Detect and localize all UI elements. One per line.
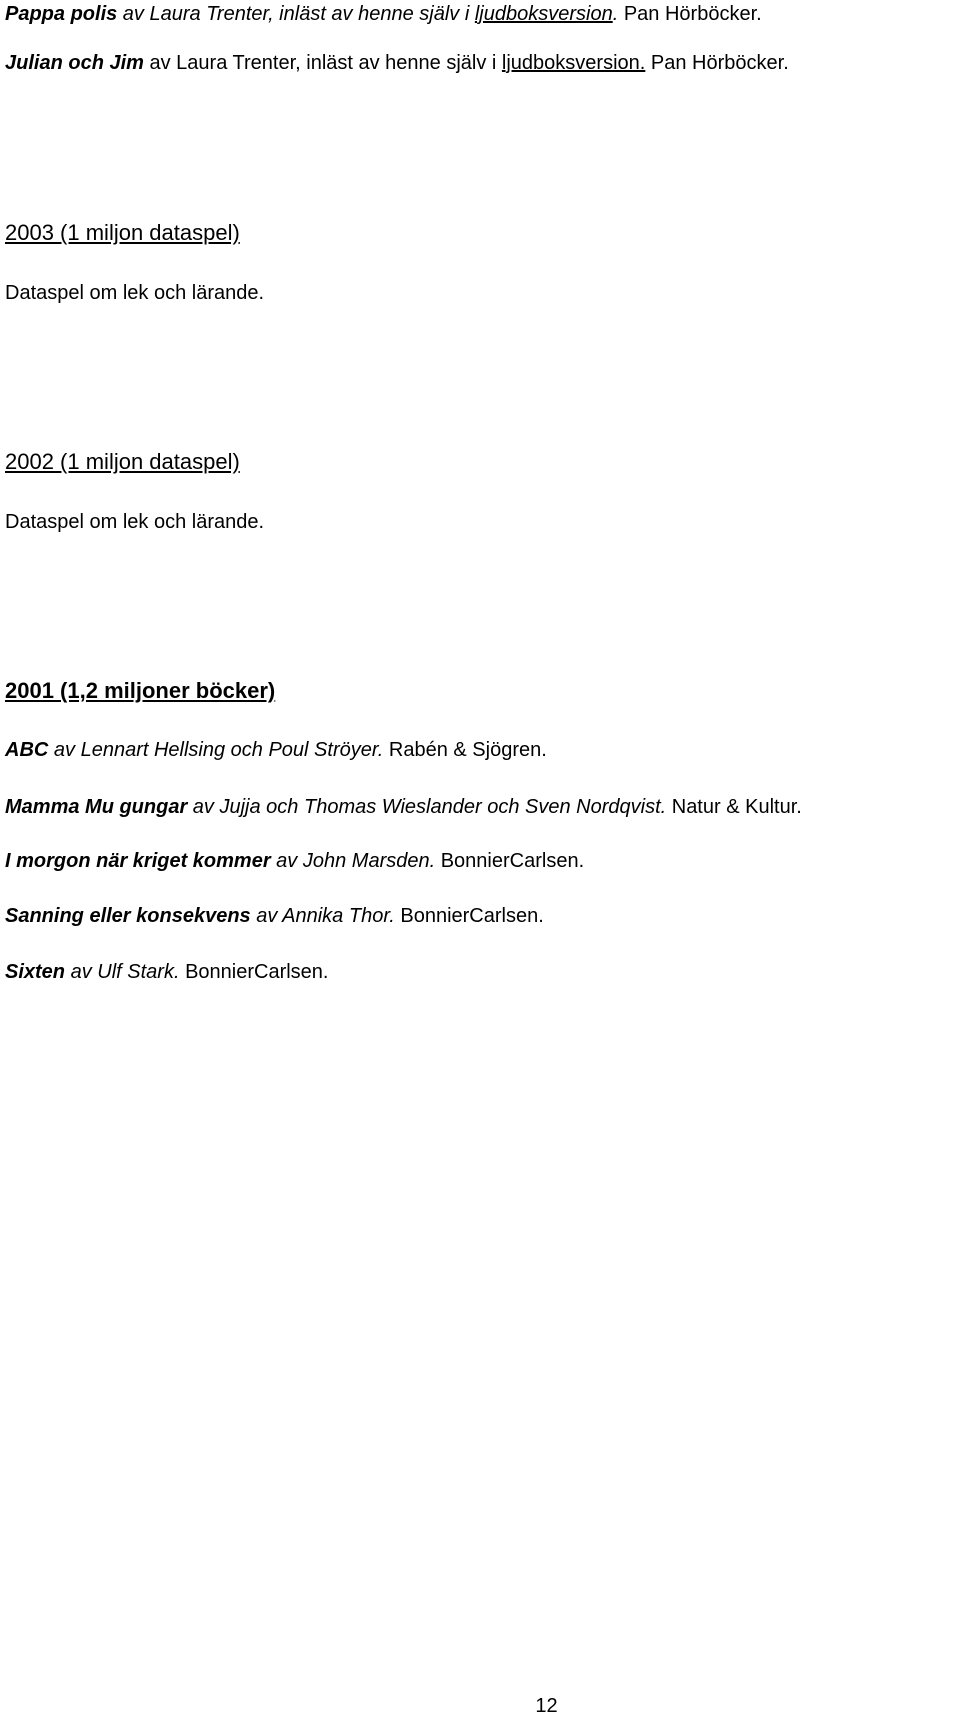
page-number: 12 bbox=[535, 1695, 558, 1717]
book-publisher: Pan Hörböcker. bbox=[618, 3, 762, 25]
book-publisher: Rabén & Sjögren. bbox=[383, 739, 547, 761]
book-title: Sanning eller konsekvens bbox=[5, 905, 251, 927]
book-author: av Jujja och Thomas Wieslander och Sven Nordqvist. bbox=[187, 796, 667, 818]
book-author: av Lennart Hellsing och Poul Ströyer. bbox=[48, 739, 384, 761]
book-title: I morgon när kriget kommer bbox=[5, 850, 271, 872]
audiobook-link[interactable]: ljudboksversion bbox=[474, 3, 613, 25]
book-publisher: Pan Hörböcker. bbox=[645, 52, 789, 74]
book-author: av John Marsden. bbox=[270, 850, 436, 872]
book-title: ABC bbox=[5, 739, 49, 761]
book-entry bbox=[5, 960, 328, 984]
section-heading: 2001 (1,2 miljoner böcker) bbox=[5, 678, 276, 703]
book-entry bbox=[5, 738, 547, 762]
book-author: av Laura Trenter, inläst av henne själv i bbox=[143, 52, 502, 74]
audiobook-link[interactable]: ljudboksversion. bbox=[501, 52, 646, 74]
book-title: Mamma Mu gungar bbox=[5, 796, 188, 818]
book-entry bbox=[5, 51, 789, 75]
book-entry bbox=[5, 849, 584, 873]
book-entry bbox=[5, 2, 762, 26]
book-publisher: BonnierCarlsen. bbox=[435, 850, 585, 872]
book-entry bbox=[5, 904, 544, 928]
book-author: av Laura Trenter, inläst av henne själv i bbox=[117, 3, 475, 25]
book-publisher: BonnierCarlsen. bbox=[179, 961, 329, 983]
book-title: Pappa polis bbox=[5, 3, 118, 25]
book-entry bbox=[5, 795, 802, 819]
section-description: Dataspel om lek och lärande. bbox=[5, 511, 265, 533]
book-publisher: BonnierCarlsen. bbox=[394, 905, 544, 927]
book-title: Julian och Jim bbox=[5, 52, 144, 74]
book-title: Sixten bbox=[5, 961, 66, 983]
book-punctuation: . bbox=[612, 3, 619, 25]
section-description: Dataspel om lek och lärande. bbox=[5, 282, 265, 304]
section-heading: 2002 (1 miljon dataspel) bbox=[5, 449, 240, 474]
book-author: av Ulf Stark. bbox=[65, 961, 180, 983]
book-publisher: Natur & Kultur. bbox=[666, 796, 802, 818]
section-heading: 2003 (1 miljon dataspel) bbox=[5, 220, 240, 245]
book-author: av Annika Thor. bbox=[250, 905, 395, 927]
